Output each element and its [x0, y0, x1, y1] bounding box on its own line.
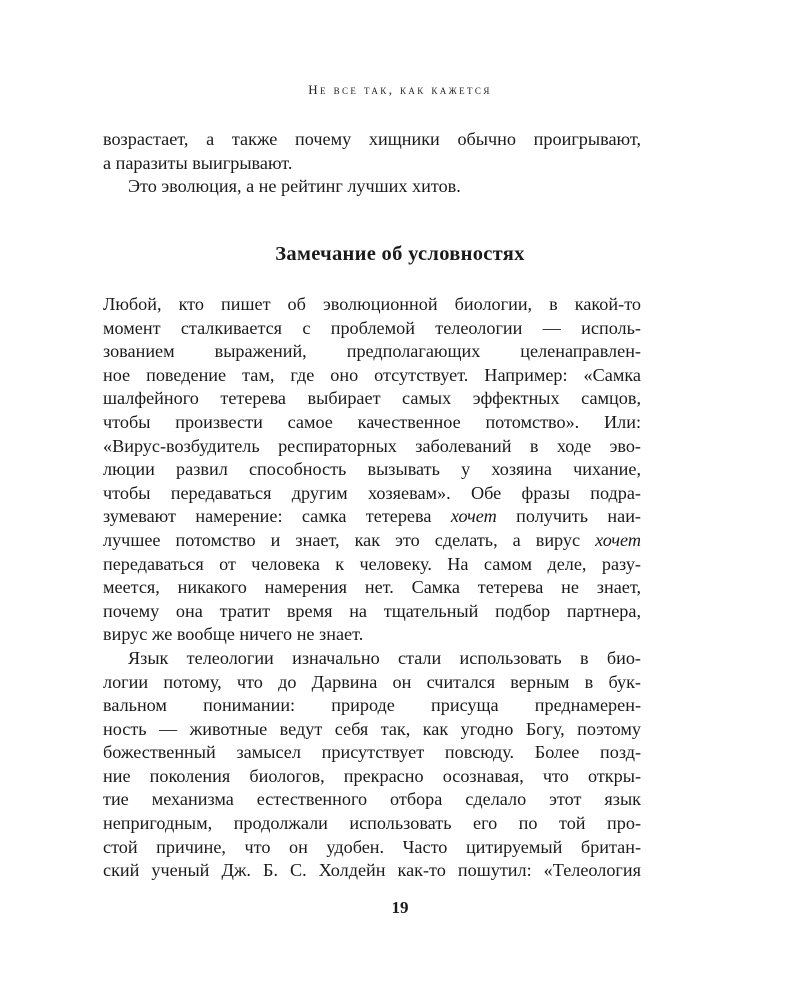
text-line: Язык телеологии изначально стали использовать в био- [128, 647, 641, 668]
text-segment: получить наи- [496, 506, 641, 527]
page-number: 19 [391, 898, 409, 917]
emphasis: хочет [450, 506, 497, 527]
text-line: возрастает, а также почему хищники обычно проигрывают, [103, 129, 641, 149]
text-line: вальном понимании: природе присуща преднамерен- [103, 695, 641, 716]
section-heading: Замечание об условностях [275, 243, 525, 265]
emphasis: хочет [595, 529, 641, 550]
top-paragraph [103, 128, 641, 199]
text-line [103, 529, 641, 553]
text-line: Любой, кто пишет об эволюционной биологии, в какой-то [103, 294, 641, 314]
text-line: Это эволюция, а не рейтинг лучших хитов. [128, 176, 461, 197]
text-line: почему она тратит время на тщательный подбор партнера, [103, 600, 641, 621]
text-line: шалфейного тетерева выбирает самых эффектных самцов, [103, 388, 641, 409]
text-line: зованием выражений, предполагающих целенаправлен- [103, 341, 641, 362]
text-line: люции развил способность вызывать у хозяина чихание, [103, 459, 641, 480]
text-line: чтобы произвести самое качественное потомство». Или: [103, 411, 641, 432]
text-line: ние поколения биологов, прекрасно осознавая, что откры- [103, 765, 641, 786]
text-line: меется, никакого намерения нет. Самка тетерева не знает, [103, 577, 641, 598]
text-line: стой причине, что он удобен. Часто цитируемый британ- [103, 836, 641, 857]
text-line: ное поведение там, где оно отсутствует. Например: «Самка [103, 364, 641, 385]
text-line: ность — животные ведут себя так, как угодно Богу, поэтому [103, 718, 641, 739]
text-line: божественный замысел присутствует повсюду. Более позд- [103, 742, 641, 763]
text-line: вирус же вообще ничего не знает. [103, 624, 364, 645]
text-line: тие механизма естественного отбора сделало этот язык [103, 789, 641, 810]
text-line: непригодным, продолжали использовать его по той про- [103, 813, 641, 834]
text-line: «Вирус-возбудитель респираторных заболеваний в ходе эво- [103, 435, 641, 456]
text-line: ский ученый Дж. Б. С. Холдейн как-то пошутил: «Телеология [103, 860, 641, 881]
text-line: чтобы передаваться другим хозяевам». Обе фразы подра- [103, 482, 641, 503]
text-line: момент сталкивается с проблемой телеологии — исполь- [103, 317, 641, 338]
text-segment: лучшее потомство и знает, как это сделать, а вирус [103, 529, 596, 550]
text-line: а паразиты выигрывают. [103, 152, 293, 173]
text-line: логии потому, что до Дарвина он считался верным в бук- [103, 671, 641, 692]
text-segment: зумевают намерение: самка тетерева [103, 506, 451, 527]
text-line [103, 505, 641, 529]
running-head: Не все так, как кажется [308, 82, 492, 97]
main-text [103, 293, 641, 883]
text-line: передаваться от человека к человеку. На самом деле, разу- [103, 553, 641, 574]
